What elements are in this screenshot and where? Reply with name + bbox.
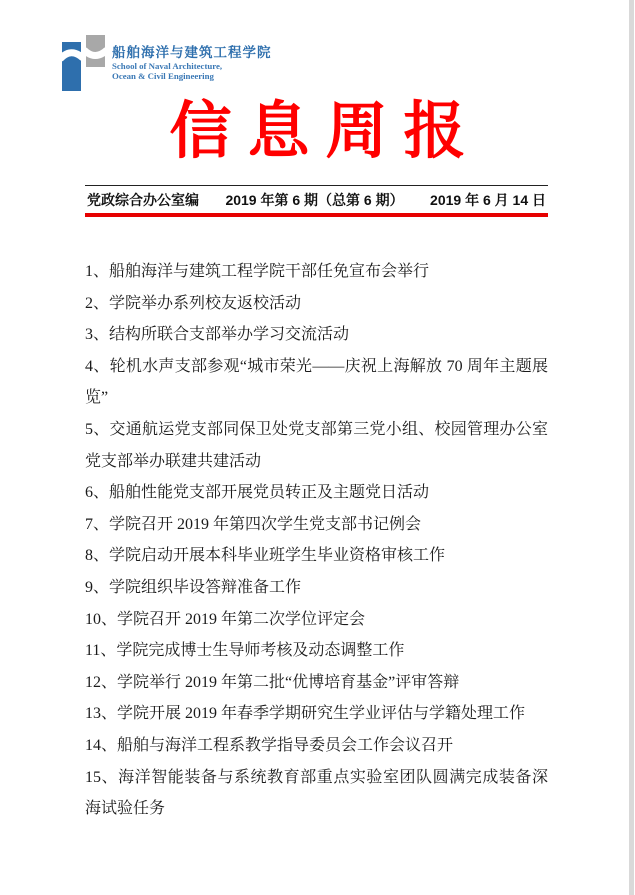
- masthead-editor: 党政综合办公室编: [87, 192, 199, 208]
- toc-item-5: 5、交通航运党支部同保卫处党支部第三党小组、校园管理办公室党支部举办联建共建活动: [85, 420, 548, 470]
- toc-item-2: 2、学院举办系列校友返校活动: [85, 294, 302, 312]
- school-logo-icon: [62, 33, 108, 91]
- toc-item-15: 15、海洋智能装备与系统教育部重点实验室团队圆满完成装备深海试验任务: [85, 768, 548, 818]
- toc-item-8: 8、学院启动开展本科毕业班学生毕业资格审核工作: [85, 547, 446, 565]
- masthead-issue: 2019 年第 6 期（总第 6 期）: [225, 192, 404, 208]
- school-name-cn: 船舶海洋与建筑工程学院: [112, 45, 272, 60]
- toc-item-10: 10、学院召开 2019 年第二次学位评定会: [85, 610, 366, 628]
- toc-item-13: 13、学院开展 2019 年春季学期研究生学业评估与学籍处理工作: [85, 705, 526, 723]
- toc-item-12: 12、学院举行 2019 年第二批“优博培育基金”评审答辩: [85, 673, 460, 691]
- toc-item-4: 4、轮机水声支部参观“城市荣光——庆祝上海解放 70 周年主题展览”: [85, 357, 548, 407]
- masthead-row: [85, 186, 548, 213]
- toc-item-9: 9、学院组织毕设答辩准备工作: [85, 578, 302, 596]
- school-logo: [62, 33, 272, 91]
- toc-item-3: 3、结构所联合支部举办学习交流活动: [85, 326, 350, 344]
- toc-item-1: 1、船舶海洋与建筑工程学院干部任免宣布会举行: [85, 263, 430, 280]
- masthead: [85, 185, 548, 217]
- toc-list: [85, 256, 548, 825]
- toc-item-6: 6、船舶性能党支部开展党员转正及主题党日活动: [85, 484, 430, 502]
- masthead-date: 2019 年 6 月 14 日: [430, 192, 546, 208]
- school-name-en-line2: Ocean & Civil Engineering: [112, 70, 214, 81]
- toc-item-7: 7、学院召开 2019 年第四次学生党支部书记例会: [85, 515, 422, 533]
- toc-item-11: 11、学院完成博士生导师考核及动态调整工作: [85, 642, 405, 660]
- school-name-en: [112, 62, 272, 81]
- school-logo-text: [112, 33, 272, 81]
- newsletter-title: 信息周报: [169, 98, 482, 166]
- toc-item-14: 14、船舶与海洋工程系教学指导委员会工作会议召开: [85, 736, 454, 754]
- red-rule-divider: [85, 213, 548, 217]
- school-name-en-line1: School of Naval Architecture,: [112, 61, 223, 71]
- page-right-edge: [629, 0, 634, 895]
